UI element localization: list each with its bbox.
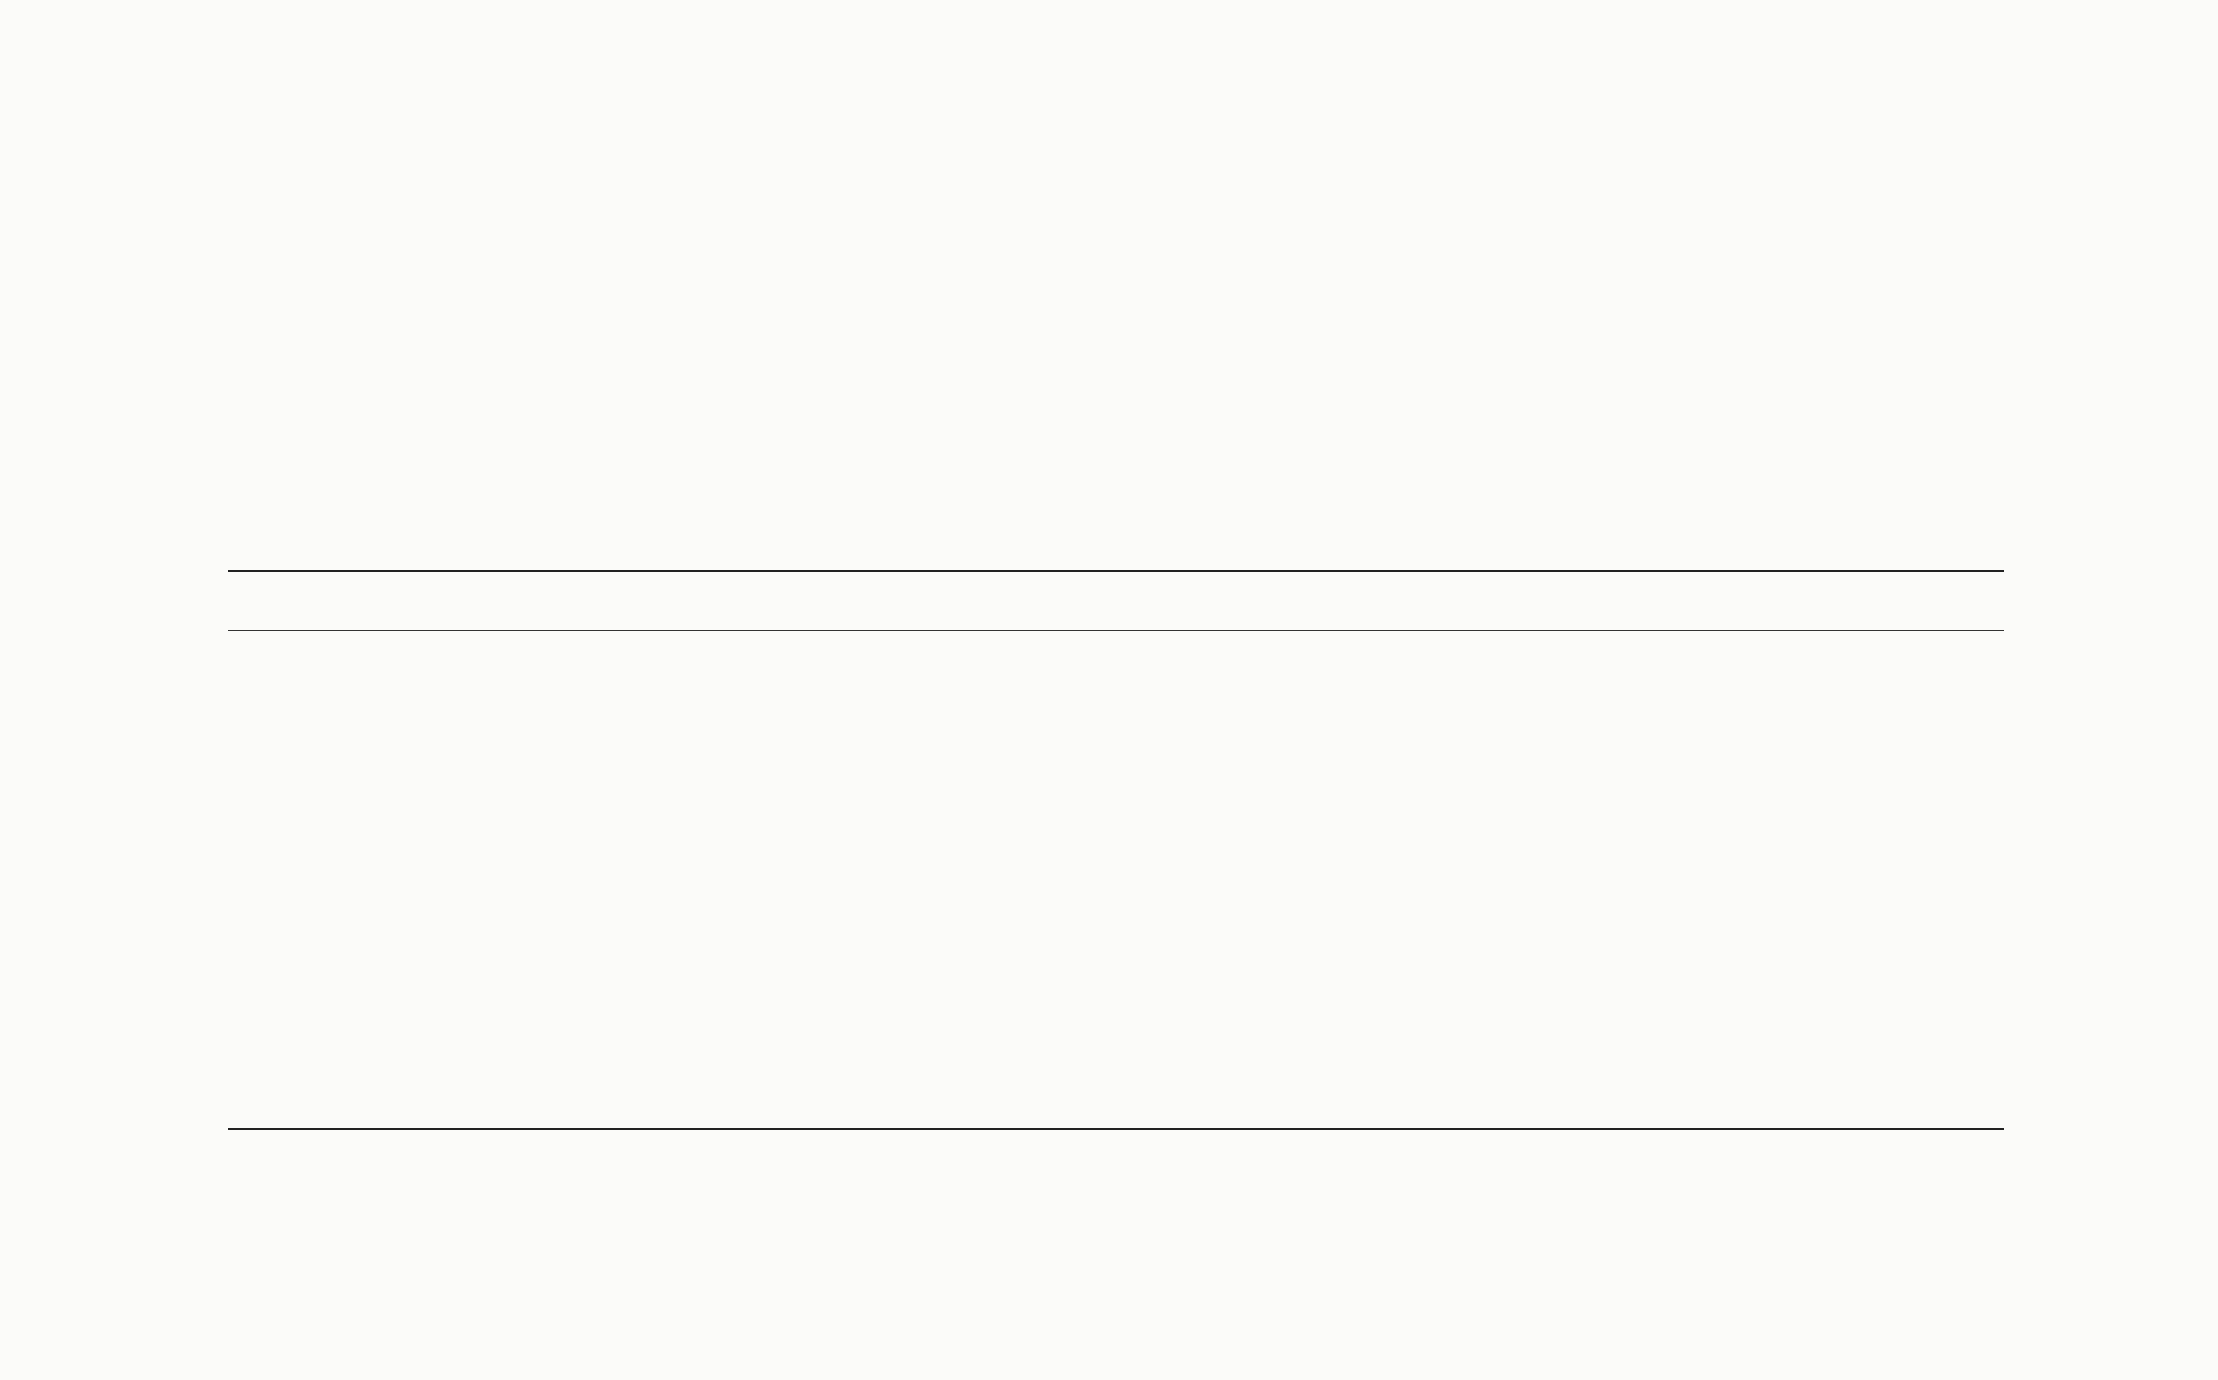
section-divider-ozaukee xyxy=(228,630,2004,631)
section-divider-top xyxy=(228,570,2004,572)
section-divider-bottom xyxy=(228,1128,2004,1130)
